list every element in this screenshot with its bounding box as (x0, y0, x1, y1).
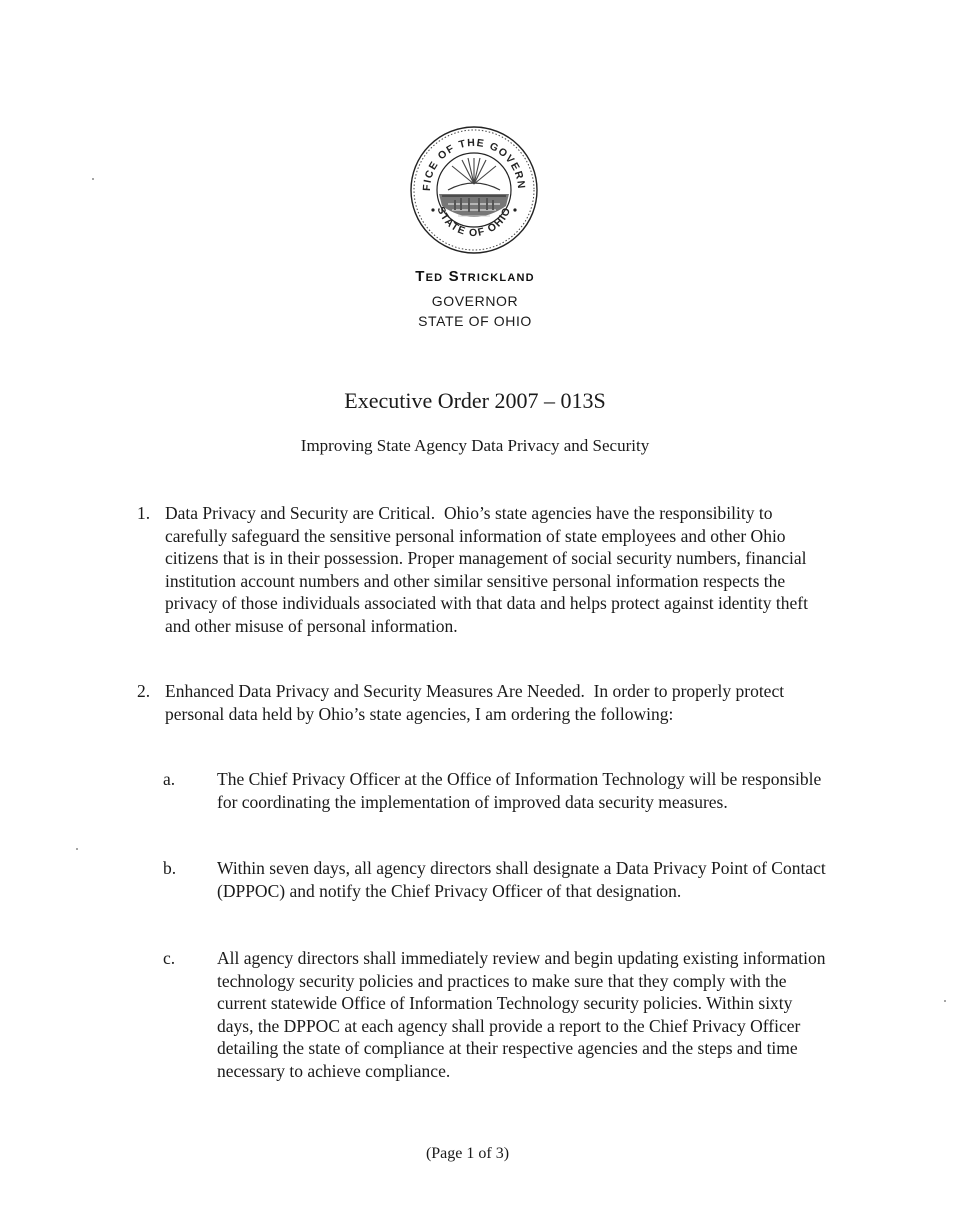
subitem-text: The Chief Privacy Officer at the Office of Information Technology will be responsible for coordinating the implementation of improved data security measures. (217, 769, 822, 812)
subitem-letter: b. (163, 858, 177, 878)
governor-seal (408, 124, 540, 256)
seal-bottom-text: STATE OF OHIO (434, 204, 514, 240)
governor-name: Ted Strickland (415, 268, 535, 285)
order-title: Executive Order 2007 – 013S (344, 388, 606, 413)
seal-graphic (408, 124, 540, 256)
item-heading: Data Privacy and Security are Critical. (165, 503, 436, 523)
order-item (137, 680, 817, 725)
item-body (165, 502, 817, 637)
governor-title: GOVERNOR (431, 293, 519, 309)
item-body (165, 680, 817, 725)
subitem-letter: a. (163, 769, 176, 789)
item-text: In order to properly protect personal data held by Ohio’s state agencies, I am ordering the following: (165, 681, 785, 724)
scan-speck (944, 1000, 946, 1002)
item-number: 1. (137, 503, 151, 523)
item-heading: Enhanced Data Privacy and Security Measures Are Needed. (165, 681, 585, 701)
page-number: (Page 1 of 3) (425, 1145, 510, 1162)
subitem-text: All agency directors shall immediately review and begin updating existing information technology security policies and practices to make sure that they comply with the current statewide Office of Information Technology security policies. Within sixty days, the DPPOC at each agency shall provide a report to the Chief Privacy Officer detailing the state of compliance at their respective agencies and the steps and time necessary to achieve compliance. (217, 948, 826, 1081)
order-subitem (163, 947, 833, 1082)
order-subtitle: Improving State Agency Data Privacy and Security (300, 436, 650, 455)
item-number: 2. (137, 681, 151, 701)
subitem-letter: c. (163, 948, 176, 968)
subitem-text: Within seven days, all agency directors shall designate a Data Privacy Point of Contact (DPPOC) and notify the Chief Privacy Officer of that designation. (217, 858, 826, 901)
scan-speck (92, 178, 94, 180)
governor-state: STATE OF OHIO (418, 313, 532, 329)
order-item (137, 502, 817, 637)
seal-landscape (439, 158, 509, 217)
scan-speck (76, 848, 78, 850)
item-text: Ohio’s state agencies have the responsibility to carefully safeguard the sensitive personal information of state employees and other Ohio citizens that is in their possession. Proper management of social security numbers, financial institution account numbers and other similar sensitive personal information respects the privacy of those individuals associated with that data and helps protect against identity theft and other misuse of personal information. (165, 503, 808, 636)
seal-top-text: FICE OF THE GOVERN (420, 136, 528, 192)
order-subitem (163, 857, 833, 902)
order-subitem (163, 768, 833, 813)
